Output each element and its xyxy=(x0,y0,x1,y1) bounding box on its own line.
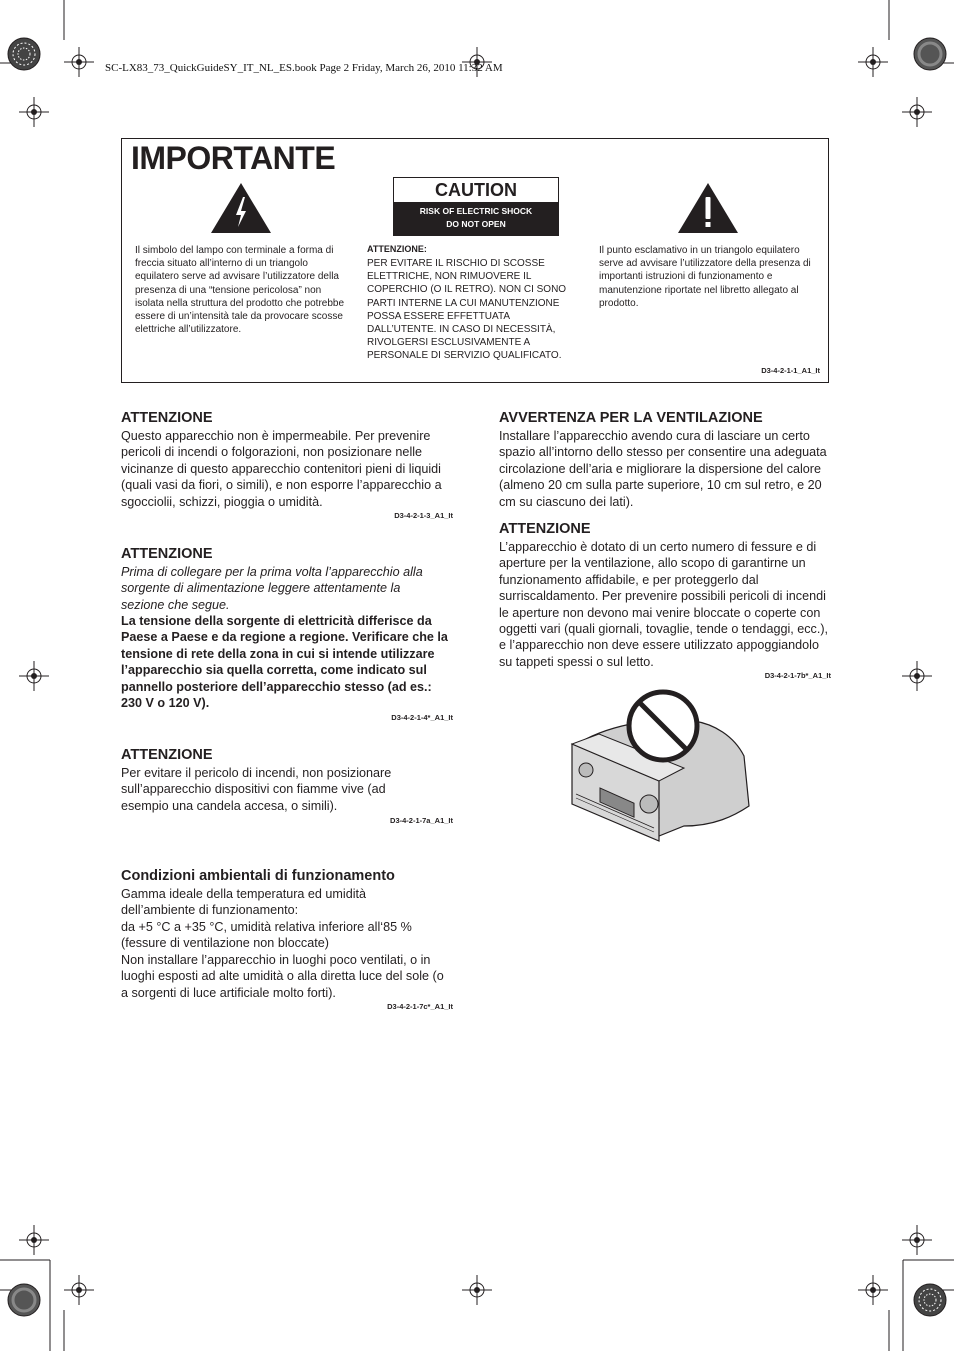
registration-mark-icon xyxy=(858,47,888,77)
section-text: Non installare l’apparecchio in luoghi poco ventilati, o in luoghi esposti ad alte umidità o alla diretta luce del sole (o a sorgenti di luce artificiale molto forti). xyxy=(121,953,444,1000)
caution-label-box xyxy=(393,177,559,236)
exclamation-symbol-description: Il punto esclamativo in un triangolo equilatero serve ad avvisare l’utilizzatore della presenza di importanti istruzioni di funzionamento e manutenzione riportate nel libretto allegato al prodotto. xyxy=(599,245,811,309)
registration-mark-icon xyxy=(19,1225,49,1255)
section-heading: ATTENZIONE xyxy=(499,521,591,537)
registration-mark-icon xyxy=(902,661,932,691)
section-heading: ATTENZIONE xyxy=(121,546,213,562)
caution-label: CAUTION xyxy=(435,180,517,200)
section-heading: ATTENZIONE xyxy=(121,410,213,426)
section-heading: ATTENZIONE xyxy=(121,747,213,763)
registration-mark-icon xyxy=(19,97,49,127)
section-text: da +5 °C a +35 °C, umidità relativa inferiore all‘85 % (fessure di ventilazione non bloccate) xyxy=(121,920,412,951)
reference-code: D3-4-2-1-7b*_A1_It xyxy=(764,671,831,680)
section-text: Questo apparecchio non è impermeabile. Per prevenire pericoli di incendi o folgorazioni, non posizionare nelle vicinanze di questo apparecchio contenitori pieni di liquidi (quali vasi da fiori, o simili), e non esporre l’apparecchio a sgocciolii, schizzi, pioggia o umidità. xyxy=(121,429,442,509)
registration-mark-icon xyxy=(64,47,94,77)
caution-sub-label xyxy=(394,202,558,235)
reference-code: D3-4-2-1-1_A1_It xyxy=(761,366,820,375)
registration-mark-icon xyxy=(462,1275,492,1305)
reference-code: D3-4-2-1-7a_A1_It xyxy=(390,816,453,825)
section-text: L’apparecchio è dotato di un certo numero di fessure e di aperture per la ventilazione, allo scopo di garantirne un funzionamento affidabile, e per proteggerlo dal surriscaldamento. Per prevenire possibili pericoli di incendi le aperture non devono mai venire bloccate o coperte con oggetti vari (quali giornali, tovaglie, tende o tendaggi, ecc.), e l’apparecchio non deve essere utilizzato appoggiandolo su tappeti spessi o sul letto. xyxy=(499,540,829,669)
reference-code: D3-4-2-1-7c*_A1_It xyxy=(387,1002,453,1011)
lightning-warning-icon xyxy=(209,181,273,235)
registration-mark-icon xyxy=(858,1275,888,1305)
lightning-symbol-description: Il simbolo del lampo con terminale a forma di freccia situato all’interno di un triangolo equilatero serve ad avvisare l’utilizzatore della presenza di una “tensione pericolosa” non isolata nella struttura del prodotto che potrebbe essere di un’intensità tale da provocare scosse elettriche all’utilizzatore. xyxy=(135,245,345,336)
caution-line-1: RISK OF ELECTRIC SHOCK xyxy=(419,206,533,216)
section-heading: AVVERTENZA PER LA VENTILAZIONE xyxy=(499,410,763,426)
starburst-target-icon xyxy=(7,37,41,71)
section-text: Gamma ideale della temperatura ed umidità dell’ambiente di funzionamento: xyxy=(121,887,367,918)
starburst-target-icon xyxy=(913,37,947,71)
reference-code: D3-4-2-1-4*_A1_It xyxy=(391,713,453,722)
attention-center-heading: ATTENZIONE: xyxy=(367,244,427,254)
section-italic-text: Prima di collegare per la prima volta l’apparecchio alla sorgente di alimentazione leggere attentamente la sezione che segue. xyxy=(121,565,423,612)
reference-code: D3-4-2-1-3_A1_It xyxy=(394,511,453,520)
exclamation-warning-icon xyxy=(676,181,740,235)
section-bold-text: La tensione della sorgente di elettricità differisce da Paese a Paese e da regione a regione. Verificare che la tensione di rete della zona in cui si intende utilizzare l’apparecchio sia quella corretta, come indicato sul pannello posteriore dell’apparecchio stesso (ad es.: 230 V o 120 V). xyxy=(121,614,448,711)
starburst-target-icon xyxy=(7,1283,41,1317)
starburst-target-icon xyxy=(913,1283,947,1317)
registration-mark-icon xyxy=(902,97,932,127)
prohibition-icon xyxy=(625,688,701,764)
attention-center-text: PER EVITARE IL RISCHIO DI SCOSSE ELETTRICHE, NON RIMUOVERE IL COPERCHIO (O IL RETRO). NON CI SONO PARTI INTERNE LA CUI MANUTENZIONE POSSA ESSERE EFFETTUATA DALL’UTENTE. IN CASO DI NECESSITÀ, RIVOLGERSI ESCLUSIVAMENTE A PERSONALE DI SERVIZIO QUALIFICATO. xyxy=(367,258,567,362)
registration-mark-icon xyxy=(902,1225,932,1255)
section-heading: Condizioni ambientali di funzionamento xyxy=(121,868,395,884)
registration-mark-icon xyxy=(64,1275,94,1305)
section-text: Per evitare il pericolo di incendi, non posizionare sull’apparecchio dispositivi con fiamme vive (ad esempio una candela accesa, o simili). xyxy=(121,766,392,813)
section-text: Installare l’apparecchio avendo cura di lasciare un certo spazio all’intorno dello stesso per consentire una adeguata circolazione dell’aria e migliorare la dispersione del calore (almeno 20 cm sulla parte superiore, 10 cm sul retro, e 20 cm su ciascuno dei lati). xyxy=(499,429,827,509)
file-header-line: SC-LX83_73_QuickGuideSY_IT_NL_ES.book Page 2 Friday, March 26, 2010 11:32 AM xyxy=(105,62,503,74)
registration-mark-icon xyxy=(19,661,49,691)
caution-line-2: DO NOT OPEN xyxy=(446,219,506,229)
importante-title: IMPORTANTE xyxy=(131,140,336,176)
